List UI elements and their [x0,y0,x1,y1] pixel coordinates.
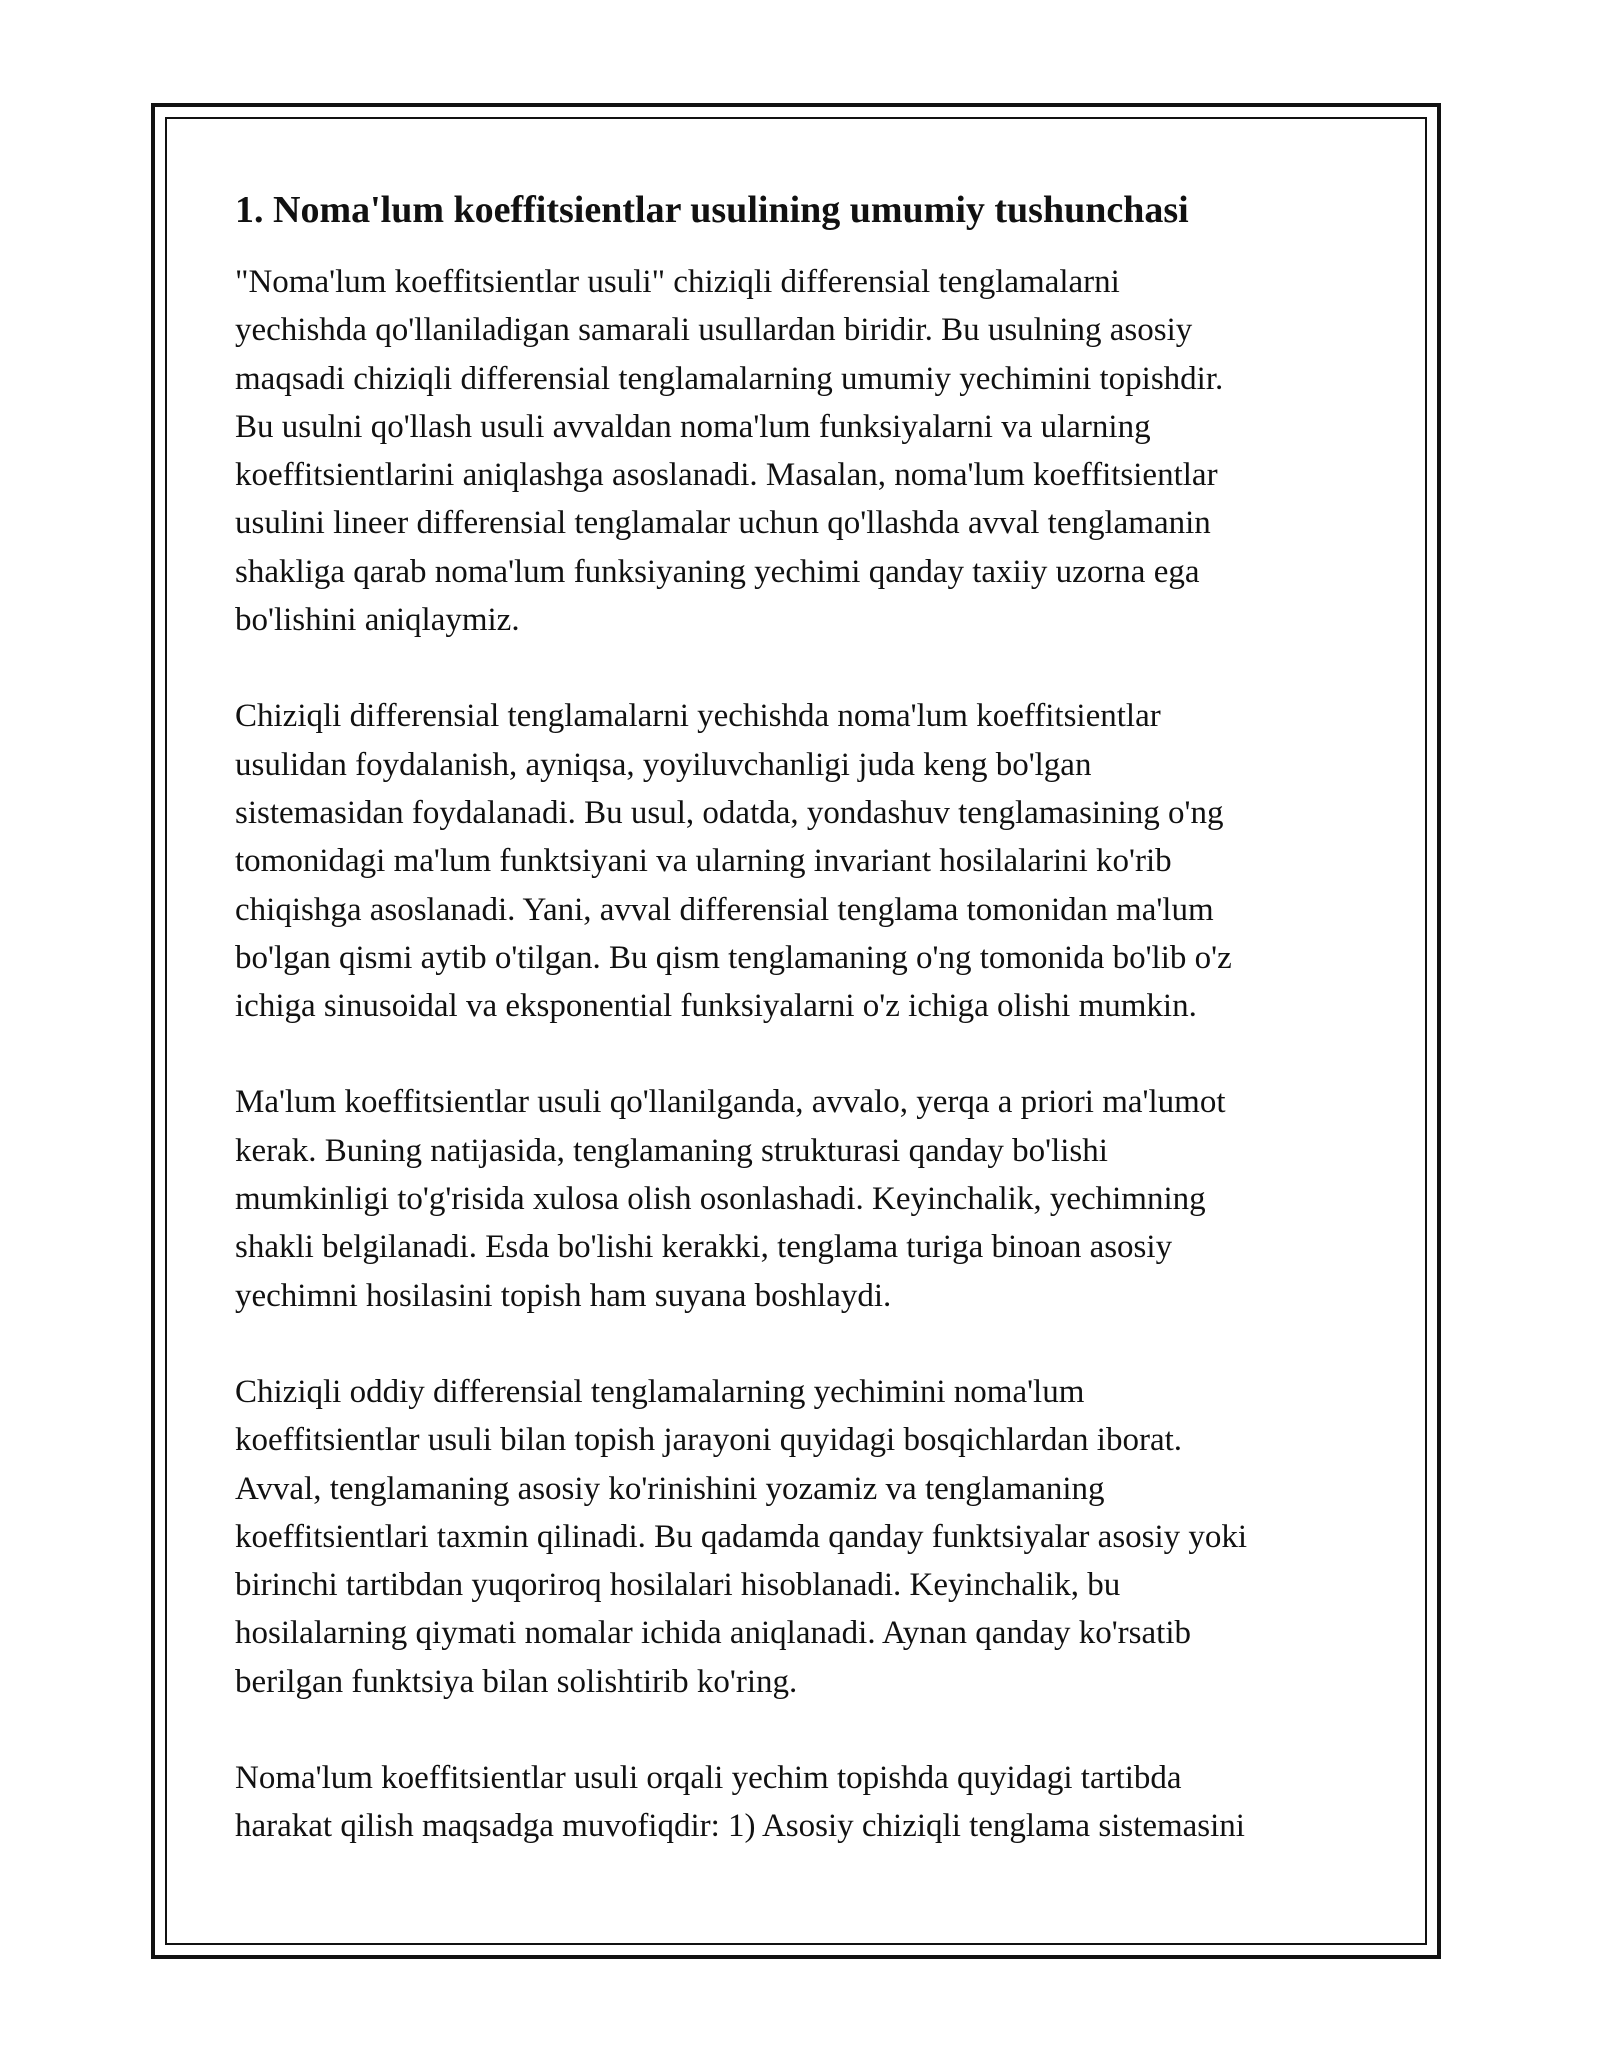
paragraph-1 [235,258,1375,644]
text-line: bo'lishini aniqlaymiz. [235,602,520,639]
text-line: harakat qilish maqsadga muvofiqdir: 1) Asosiy chiziqli tenglama sistemasini [235,1808,1245,1845]
text-line: Noma'lum koeffitsientlar usuli orqali yechim topishda quyidagi tartibda [235,1760,1182,1797]
text-line: sistemasidan foydalanadi. Bu usul, odatda, yondashuv tenglamasining o'ng [235,794,1224,831]
paragraph-5 [235,1754,1375,1851]
text-line: koeffitsientlar usuli bilan topish jarayoni quyidagi bosqichlardan iborat. [235,1422,1183,1459]
document-body [235,184,1375,1899]
section-heading: 1. Noma'lum koeffitsientlar usulining umumiy tushunchasi [235,189,1189,231]
paragraph-2 [235,692,1375,1030]
text-line: usulini lineer differensial tenglamalar uchun qo'llashda avval tenglamanin [235,505,1211,542]
text-line: Chiziqli oddiy differensial tenglamalarning yechimini noma'lum [235,1373,1085,1410]
text-line: kerak. Buning natijasida, tenglamaning strukturasi qanday bo'lishi [235,1132,1108,1169]
text-line: koeffitsientlari taxmin qilinadi. Bu qadamda qanday funktsiyalar asosiy yoki [235,1518,1248,1555]
text-line: ichiga sinusoidal va eksponential funksiyalarni o'z ichiga olishi mumkin. [235,988,1197,1025]
text-line: Avval, tenglamaning asosiy ko'rinishini yozamiz va tenglamaning [235,1470,1105,1507]
paragraph-4 [235,1368,1375,1706]
text-line: yechishda qo'llaniladigan samarali usullardan biridir. Bu usulning asosiy [235,312,1193,349]
text-line: mumkinligi to'g'risida xulosa olish osonlashadi. Keyinchalik, yechimning [235,1181,1206,1218]
text-line: Bu usulni qo'llash usuli avvaldan noma'lum funksiyalarni va ularning [235,408,1151,445]
text-line: birinchi tartibdan yuqoriroq hosilalari hisoblanadi. Keyinchalik, bu [235,1567,1121,1604]
text-line: Ma'lum koeffitsientlar usuli qo'llanilganda, avvalo, yerqa a priori ma'lumot [235,1084,1226,1121]
text-line: bo'lgan qismi aytib o'tilgan. Bu qism tenglamaning o'ng tomonida bo'lib o'z [235,939,1232,976]
text-line: yechimni hosilasini topish ham suyana boshlaydi. [235,1277,892,1314]
text-line: "Noma'lum koeffitsientlar usuli" chiziqli differensial tenglamalarni [235,264,1120,300]
text-line: maqsadi chiziqli differensial tenglamalarning umumiy yechimini topishdir. [235,360,1224,397]
text-line: usulidan foydalanish, ayniqsa, yoyiluvchanligi juda keng bo'lgan [235,746,1092,783]
text-line: chiqishga asoslanadi. Yani, avval differensial tenglama tomonidan ma'lum [235,891,1214,928]
paragraph-3 [235,1078,1375,1319]
text-line: berilgan funktsiya bilan solishtirib ko'ring. [235,1663,798,1700]
text-line: koeffitsientlarini aniqlashga asoslanadi. Masalan, noma'lum koeffitsientlar [235,457,1218,494]
text-line: tomonidagi ma'lum funktsiyani va ularning invariant hosilalarini ko'rib [235,843,1172,880]
text-line: shakli belgilanadi. Esda bo'lishi kerakki, tenglama turiga binoan asosiy [235,1229,1173,1266]
text-line: Chiziqli differensial tenglamalarni yechishda noma'lum koeffitsientlar [235,698,1161,735]
text-line: hosilalarning qiymati nomalar ichida aniqlanadi. Aynan qanday ko'rsatib [235,1615,1192,1652]
text-line: shakliga qarab noma'lum funksiyaning yechimi qanday taxiiy uzorna ega [235,553,1200,590]
